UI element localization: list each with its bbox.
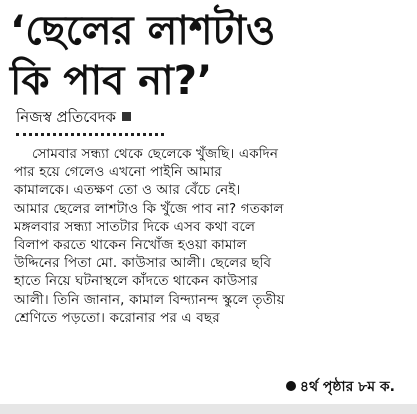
body-line: আলী। তিনি জানান, কামাল বিন্দ্যানন্দ স্কুলে তৃতীয় — [14, 292, 285, 308]
bullet-icon — [286, 381, 296, 391]
headline-line-2: কি পাব না?’ — [10, 58, 213, 104]
continuation-text: ৪র্থ পৃষ্ঠার ৮ম ক. — [299, 379, 395, 395]
body-line: মঙ্গলবার সন্ধ্যা সাতটার দিকে এসব কথা বলে — [14, 219, 256, 235]
byline-text: নিজস্ব প্রতিবেদক — [16, 108, 117, 126]
body-line: আমার ছেলের লাশটাও কি খুঁজে পাব না? গতকাল — [14, 201, 284, 217]
byline-square-icon — [122, 112, 131, 121]
body-line: বিলাপ করতে থাকেন নিখোঁজ হওয়া কামাল — [14, 238, 247, 254]
bottom-band — [0, 404, 417, 414]
body-line: উদ্দিনের পিতা মো. কাউসার আলী। ছেলের ছবি — [14, 256, 272, 272]
body-line: কামালকে। এতক্ষণ তো ও আর বেঁচে নেই। — [14, 183, 241, 199]
continuation-note — [286, 378, 395, 396]
article-body — [14, 146, 406, 328]
body-line: পার হয়ে গেলেও এখনো পাইনি আমার — [14, 165, 222, 181]
dotted-divider — [16, 133, 164, 136]
byline — [16, 108, 131, 126]
body-line: সোমবার সন্ধ্যা থেকে ছেলেকে খুঁজছি। একদিন — [32, 147, 279, 162]
body-line: হাতে নিয়ে ঘটনাস্থলে কাঁদতে থাকেন কাউসার — [14, 274, 258, 290]
headline — [10, 6, 410, 106]
body-line: শ্রেণিতে পড়তো। করোনার পর এ বছর — [14, 310, 220, 326]
headline-line-1: ‘ছেলের লাশটাও — [10, 8, 276, 54]
